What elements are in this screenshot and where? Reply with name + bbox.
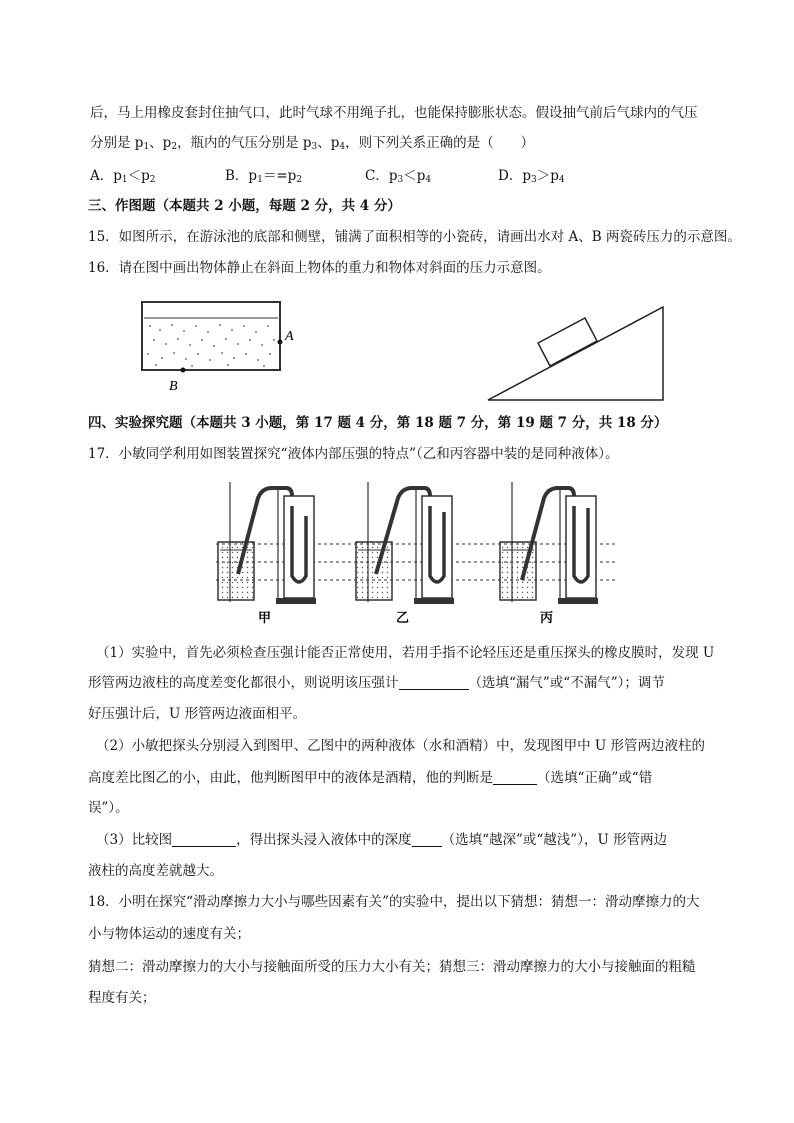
apparatus-jia [218, 482, 316, 604]
q18-line2: 小与物体运动的速度有关； [88, 926, 250, 942]
answer-blank-2 [493, 770, 537, 785]
q15-text: 15．如图所示，在游泳池的底部和侧壁，铺满了面积相等的小瓷砖，请画出水对 A、B 两瓷砖压力的示意图。 [88, 229, 741, 245]
label-yi: 乙 [396, 611, 410, 626]
q17-part2-line3: 误”）。 [88, 800, 129, 816]
point-b-label: B [169, 379, 178, 394]
answer-blank-4 [412, 832, 442, 847]
q18-line1: 18．小明在探究“滑动摩擦力大小与哪些因素有关”的实验中，提出以下猜想：猜想一：滑动摩擦力的大 [88, 894, 700, 910]
q17-part3-line1: （3）比较图 ，得出探头浸入液体中的深度 （选填“越深”或“越浅”），U 形管两边 [96, 832, 668, 848]
answer-blank-1 [399, 675, 469, 690]
q18-line4: 程度有关； [88, 990, 156, 1006]
q14-option-c: C．$p_3<p_4$ [365, 168, 432, 185]
q17-part2-line2: 高度差比图乙的小，由此，他判断图甲中的液体是酒精，他的判断是 （选填“正确”或“错 [88, 770, 653, 786]
q14-option-a: A．$p_1<p_2$ [90, 168, 156, 185]
q17-part1-line1: （1）实验中，首先必须检查压强计能否正常使用，若用手指不论轻压还是重压探头的橡皮膜时，发现 U [96, 645, 715, 661]
q17-part2-line1: （2）小敏把探头分别浸入到图甲、乙图中的两种液体（水和酒精）中，发现图甲中 U 形管两边液柱的 [96, 738, 706, 754]
point-a-label: A [285, 329, 294, 344]
label-jia: 甲 [258, 611, 272, 626]
answer-blank-3 [172, 832, 236, 847]
section3-title: 三、作图题（本题共 2 小题，每题 2 分，共 4 分） [88, 198, 401, 214]
q17-part3-line2: 液柱的高度差就越大。 [88, 863, 223, 879]
q18-line3: 猜想二：滑动摩擦力的大小与接触面所受的压力大小有关；猜想三：滑动摩擦力的大小与接触面的粗糙 [88, 959, 696, 975]
pressure-gauge-figure [206, 476, 626, 626]
incline-figure [486, 300, 670, 404]
label-bing: 丙 [540, 611, 554, 626]
q17-part1-line2: 形管两边液柱的高度差变化都很小，则说明该压强计 （选填“漏气”或“不漏气”）；调节 [88, 675, 665, 691]
q14-option-d: D．$p_3>p_4$ [498, 168, 565, 185]
q17-text: 17．小敏同学利用如图装置探究“液体内部压强的特点”（乙和丙容器中装的是同种液体）。 [88, 446, 619, 462]
apparatus-bing [500, 482, 598, 604]
apparatus-yi [356, 482, 454, 604]
q14-text-line2: 分别是 $p_1$、$p_2$，瓶内的气压分别是 $p_3$、$p_4$，则下列关系正确的是（ ） [90, 135, 535, 152]
pool-figure [128, 296, 308, 396]
q16-text: 16．请在图中画出物体静止在斜面上物体的重力和物体对斜面的压力示意图。 [88, 260, 551, 276]
section4-title: 四、实验探究题（本题共 3 小题，第 17 题 4 分，第 18 题 7 分，第 19 题 7 分，共 18 分） [88, 415, 668, 431]
q17-part1-line3: 好压强计后，U 形管两边液面相平。 [88, 706, 307, 722]
q14-text-line1: 后，马上用橡皮套封住抽气口，此时气球不用绳子扎，也能保持膨胀状态。假设抽气前后气球内的气压 [90, 105, 698, 121]
q14-option-b: B．$p_1==p_2$ [225, 168, 303, 185]
